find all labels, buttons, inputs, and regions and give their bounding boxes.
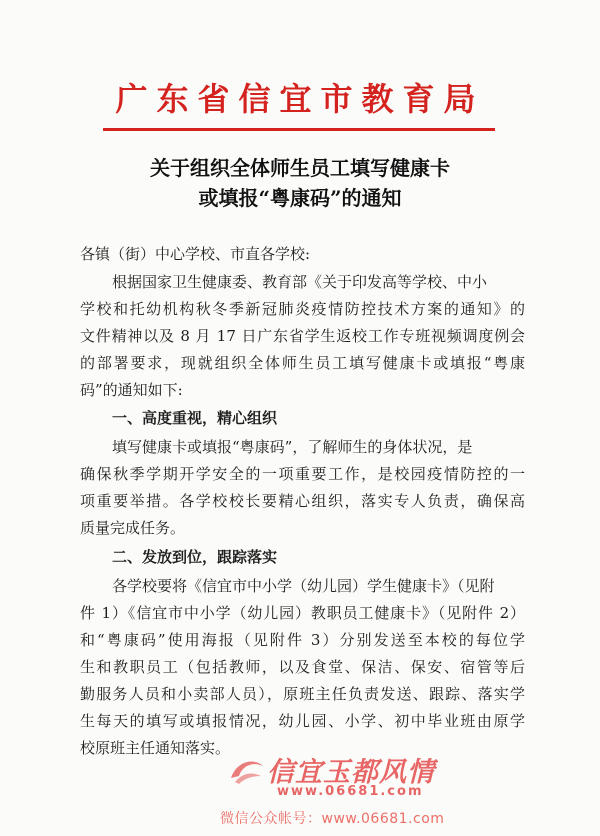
watermark-url: www.06681.com bbox=[277, 784, 424, 799]
swirl-logo-icon bbox=[227, 756, 267, 786]
watermark-account: 微信公众帐号：www.06681.com bbox=[220, 811, 445, 827]
salutation: 各镇（街）中心学校、市直各学校: bbox=[80, 245, 311, 263]
document-title-line-1: 关于组织全体师生员工填写健康卡 bbox=[150, 156, 450, 180]
section2-heading: 二、发放到位，跟踪落实 bbox=[112, 548, 278, 566]
paragraph1-line: 的部署要求，现就组织全体师生员工填写健康卡或填报“粤康 bbox=[80, 354, 525, 372]
watermark-brand: 信宜玉都风情 bbox=[267, 757, 435, 788]
paragraph1-line: 文件精神以及 8 月 17 日广东省学生返校工作专班视频调度例会 bbox=[80, 327, 525, 345]
section1-heading: 一、高度重视，精心组织 bbox=[112, 409, 278, 427]
paragraph1-line: 根据国家卫生健康委、教育部《关于印发高等学校、中小 bbox=[112, 273, 488, 291]
letterhead-red-rule bbox=[103, 128, 495, 131]
section2-line: 生和教职员工（包括教师，以及食堂、保洁、保安、宿管等后 bbox=[80, 658, 525, 676]
section2-line: 各学校要将《信宜市中小学（幼儿园）学生健康卡》（见附 bbox=[112, 577, 495, 595]
section2-line: 勤服务人员和小卖部人员），原班主任负责发送、跟踪、落实学 bbox=[80, 685, 525, 703]
section2-line: 生每天的填写或填报情况，幼儿园、小学、初中毕业班由原学 bbox=[80, 712, 525, 730]
paragraph1-line: 码”的通知如下: bbox=[80, 381, 183, 399]
section1-line: 质量完成任务。 bbox=[80, 519, 186, 537]
section1-line: 确保秋季学期开学安全的一项重要工作，是校园疫情防控的一 bbox=[80, 465, 525, 483]
section2-line: 校原班主任通知落实。 bbox=[80, 739, 231, 757]
document-title-line-2: 或填报“粤康码”的通知 bbox=[198, 186, 402, 210]
section2-line: 和“粤康码”使用海报（见附件 3）分别发送至本校的每位学 bbox=[80, 631, 525, 649]
letterhead-org-name: 广东省信宜市教育局 bbox=[115, 80, 485, 118]
paragraph1-line: 学校和托幼机构秋冬季新冠肺炎疫情防控技术方案的通知》的 bbox=[80, 300, 525, 318]
site-watermark bbox=[220, 748, 525, 828]
section1-line: 项重要举措。各学校校长要精心组织，落实专人负责，确保高 bbox=[80, 492, 525, 510]
section1-line: 填写健康卡或填报“粤康码”，了解师生的身体状况，是 bbox=[112, 438, 473, 456]
section2-line: 件 1）《信宜市中小学（幼儿园）教职员工健康卡》（见附件 2） bbox=[80, 604, 525, 622]
